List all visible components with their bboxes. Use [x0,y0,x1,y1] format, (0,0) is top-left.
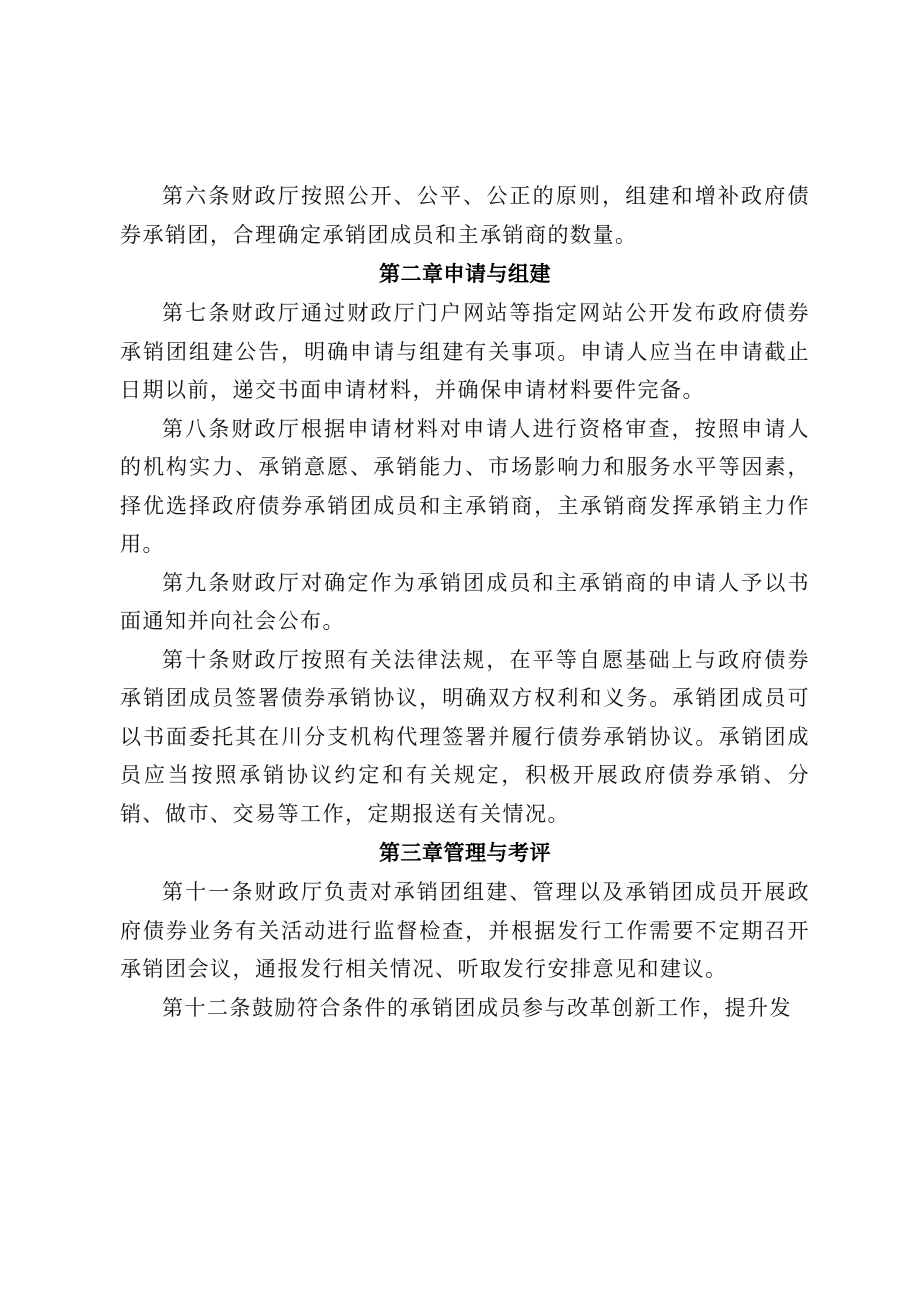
article-7: 第七条财政厅通过财政厅门户网站等指定网站公开发布政府债券承销团组建公告，明确申请与组建有关事项。申请人应当在申请截止日期以前，递交书面申请材料，并确保申请材料要件完备。 [120,301,810,402]
chapter-2-heading: 第二章申请与组建 [379,262,551,286]
article-6: 第六条财政厅按照公开、公平、公正的原则，组建和增补政府债券承销团，合理确定承销团成员和主承销商的数量。 [120,184,810,247]
chapter-3-heading: 第三章管理与考评 [379,841,551,865]
article-12: 第十二条鼓励符合条件的承销团成员参与改革创新工作，提升发 [162,995,792,1020]
article-11: 第十一条财政厅负责对承销团组建、管理以及承销团成员开展政府债券业务有关活动进行监督检查，并根据发行工作需要不定期召开承销团会议，通报发行相关情况、听取发行安排意见和建议。 [120,880,810,981]
article-9: 第九条财政厅对确定作为承销团成员和主承销商的申请人予以书面通知并向社会公布。 [120,570,810,633]
article-10: 第十条财政厅按照有关法律法规，在平等自愿基础上与政府债券承销团成员签署债券承销协议，明确双方权利和义务。承销团成员可以书面委托其在川分支机构代理签署并履行债券承销协议。承销团成员应当按照承销协议约定和有关规定，积极开展政府债券承销、分销、做市、交易等工作，定期报送有关情况。 [120,647,810,826]
document-body [120,177,810,1027]
article-8: 第八条财政厅根据申请材料对申请人进行资格审查，按照申请人的机构实力、承销意愿、承销能力、市场影响力和服务水平等因素，择优选择政府债券承销团成员和主承销商，主承销商发挥承销主力作用。 [120,416,810,556]
